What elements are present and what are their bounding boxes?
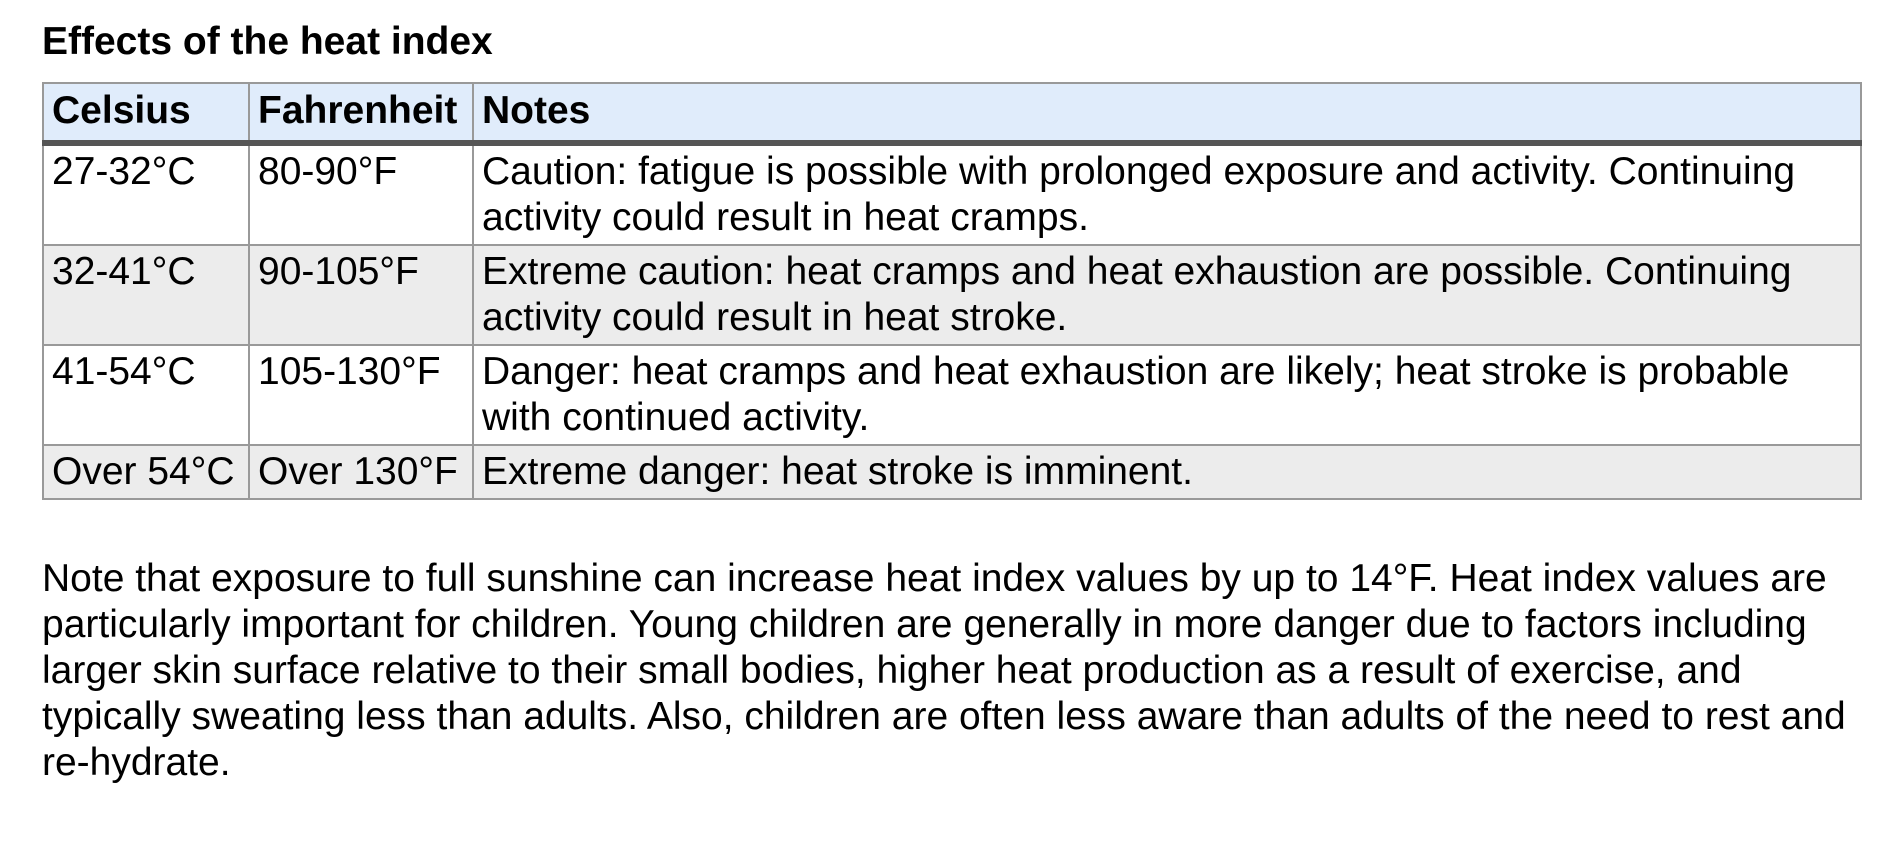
- table-row: [43, 143, 1861, 245]
- table-row: [43, 245, 1861, 345]
- celsius-cell: 27-32°C: [43, 143, 249, 245]
- fahrenheit-cell: Over 130°F: [249, 445, 473, 499]
- column-header-notes: Notes: [473, 83, 1861, 143]
- table-header-row: [43, 83, 1861, 143]
- celsius-cell: 32-41°C: [43, 245, 249, 345]
- notes-cell: Extreme caution: heat cramps and heat exhaustion are possible. Continuing activity could result in heat stroke.: [473, 245, 1861, 345]
- fahrenheit-cell: 80-90°F: [249, 143, 473, 245]
- column-header-celsius: Celsius: [43, 83, 249, 143]
- table-row: [43, 345, 1861, 445]
- notes-cell: Danger: heat cramps and heat exhaustion are likely; heat stroke is probable with continued activity.: [473, 345, 1861, 445]
- fahrenheit-cell: 90-105°F: [249, 245, 473, 345]
- note-paragraph: Note that exposure to full sunshine can increase heat index values by up to 14°F. Heat index values are particularly important for children. Young children are generally in more danger due to factors including larger skin surface relative to their small bodies, higher heat production as a result of exercise, and typically sweating less than adults. Also, children are often less aware than adults of the need to rest and re-hydrate.: [42, 557, 1846, 784]
- heat-index-table: [42, 82, 1862, 500]
- celsius-cell: 41-54°C: [43, 345, 249, 445]
- celsius-cell: Over 54°C: [43, 445, 249, 499]
- notes-cell: Caution: fatigue is possible with prolonged exposure and activity. Continuing activity could result in heat cramps.: [473, 143, 1861, 245]
- column-header-fahrenheit: Fahrenheit: [249, 83, 473, 143]
- table-row: [43, 445, 1861, 499]
- notes-cell: Extreme danger: heat stroke is imminent.: [473, 445, 1861, 499]
- fahrenheit-cell: 105-130°F: [249, 345, 473, 445]
- section-heading: Effects of the heat index: [42, 20, 493, 63]
